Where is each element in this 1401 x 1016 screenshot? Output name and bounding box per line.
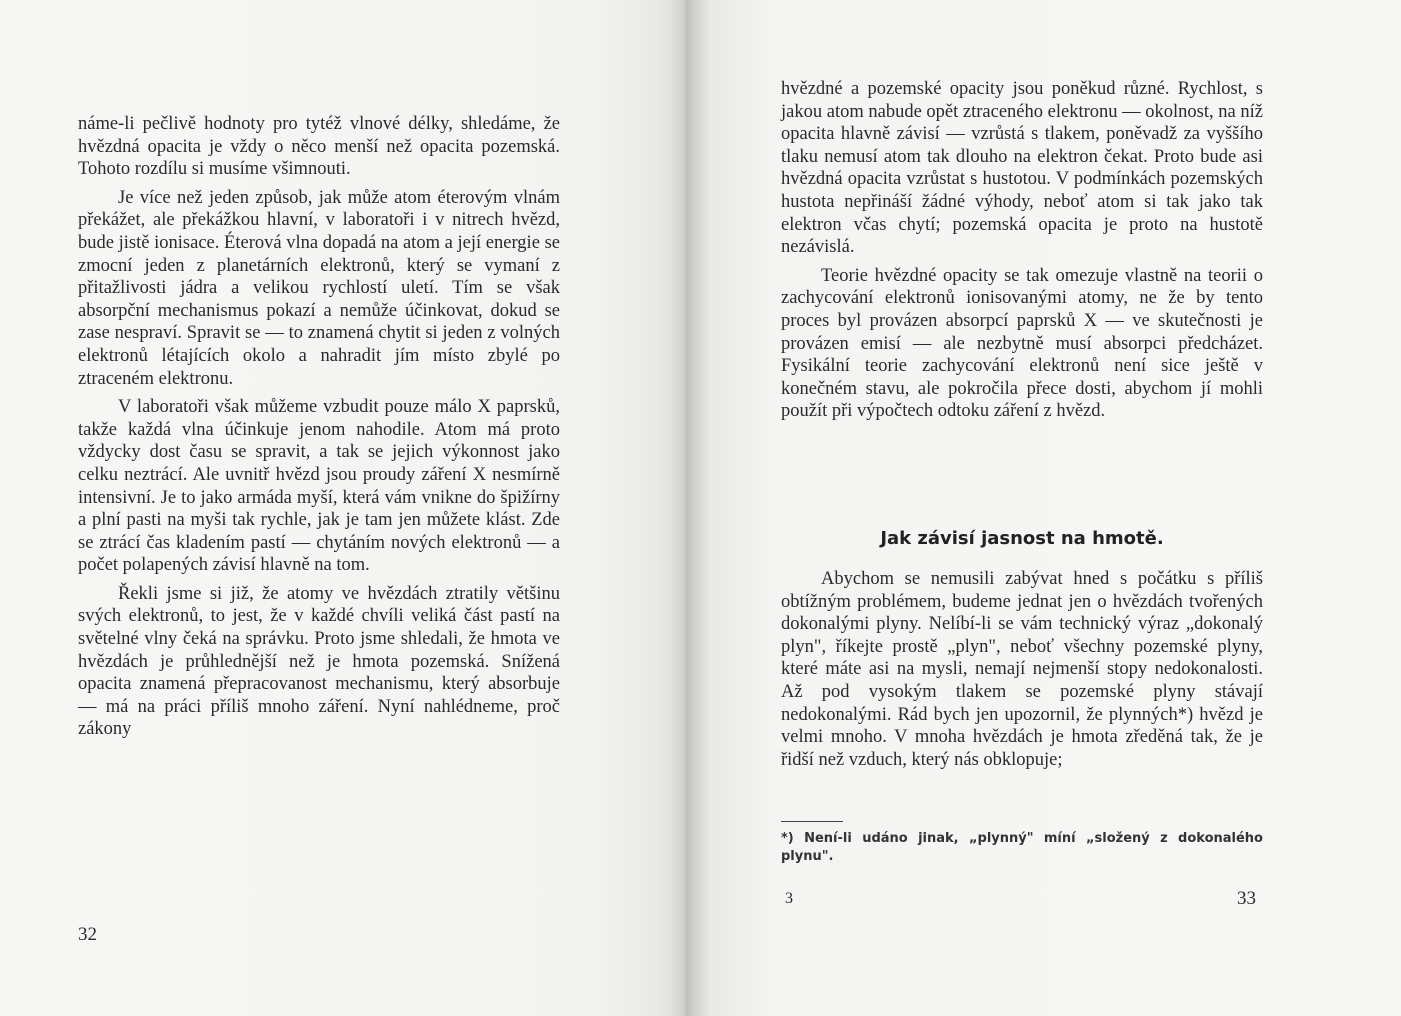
left-page <box>0 0 690 1016</box>
paragraph: Abychom se nemusili zabývat hned s počátku s příliš obtížným problémem, budeme jednat jen o hvězdách tvořených dokonalými plyny. Nelíbí-li se vám technický výraz „dokonalý plyn", říkejte prostě „plyn", neboť všechny pozemské plyny, které máte asi na mysli, nemají nejmenší stopy nedokonalosti. Až pod vysokým tlakem se pozemské plyny stávají nedokonalými. Rád bych jen upozornil, že plynných*) hvězd je velmi mnoho. V mnoha hvězdách je hmota zředěná tak, že je řidší než vzduch, který nás obklopuje; <box>781 569 1263 770</box>
page-number-right: 33 <box>1237 888 1256 909</box>
paragraph: Teorie hvězdné opacity se tak omezuje vlastně na teorii o zachycování elektronů ionisovanými atomy, ne že by tento proces byl provázen absorpcí paprsků X — ve skutečnosti je provázen emisí — ale nezbytně musí absorpci předcházet. Fysikální teorie zachycování elektronů není sice ještě v konečném stavu, ale pokročila přece dosti, abychom jí mohli použít při výpočtech odtoku záření z hvězd. <box>781 265 1263 422</box>
signature-mark: 3 <box>785 890 793 907</box>
paragraph: náme-li pečlivě hodnoty pro tytéž vlnové délky, shledáme, že hvězdná opacita je vždy o něco menší než opacita pozemská. Tohoto rozdílu si musíme všimnouti. <box>78 114 560 180</box>
right-page-body-bottom <box>781 568 1263 771</box>
paragraph: Řekli jsme si již, že atomy ve hvězdách ztratily většinu svých elektronů, to jest, že v každé chvíli veliká část pastí na světelné vlny čeká na správku. Proto jsme shledali, že hmota ve hvězdách je průhlednější než je hmota pozemská. Snížená opacita znamená přepracovanost mechanismu, který absorbuje — má na práci příliš mnoho záření. Nyní nahlédneme, proč zákony <box>78 583 560 740</box>
page-number-left: 32 <box>78 924 97 945</box>
right-page-body-top <box>781 78 1263 423</box>
footnote: *) Není-li udáno jinak, „plynný" míní „složený z dokonalého plynu". <box>781 831 1263 864</box>
paragraph: V laboratoři však můžeme vzbudit pouze málo X paprsků, takže každá vlna účinkuje jenom nahodile. Atom má proto vždycky dost času se spravit, a tak se jejich výkonnost jako celku neztrácí. Ale uvnitř hvězd jsou proudy záření X nesmírně intensivní. Je to jako armáda myší, která vám vnikne do špižírny a plní pasti na myši tak rychle, jak je tam jen můžete klást. Zde se ztrácí čas kladením pastí — chytáním nových elektronů — a počet polapených závisí hlavně na tom. <box>78 397 560 576</box>
paragraph: hvězdné a pozemské opacity jsou poněkud různé. Rychlost, s jakou atom nabude opět ztraceného elektronu — okolnost, na níž opacita hlavně závisí — vzrůstá s tlakem, poněvadž za vyššího tlaku nemusí atom tak dlouho na elektron čekat. Proto bude asi hvězdná opacita vzrůstat s hustotou. V podmínkách pozemských hustota nepřináší žádné výhody, neboť atom si tak jako tak elektron včas chytí; pozemská opacita je proto na hustotě nezávislá. <box>781 79 1263 258</box>
left-page-body <box>78 113 560 741</box>
section-heading: Jak závisí jasnost na hmotě. <box>880 528 1164 549</box>
paragraph: Je více než jeden způsob, jak může atom éterovým vlnám překážet, ale překážkou hlavní, v laboratoři i v nitrech hvězd, bude jistě ionisace. Éterová vlna dopadá na atom a její energie se zmocní jeden z planetárních elektronů, který se vymaní z přitažlivosti jádra a velikou rychlostí uletí. Tím se však absorpční mechanismus pokazí a nemůže účinkovat, dokud se zase nespraví. Spravit se — to znamená chytit si jeden z volných elektronů létajících okolo a nahradit jím místo zbylé po ztraceném elektronu. <box>78 187 560 389</box>
footnote-divider <box>781 821 843 822</box>
